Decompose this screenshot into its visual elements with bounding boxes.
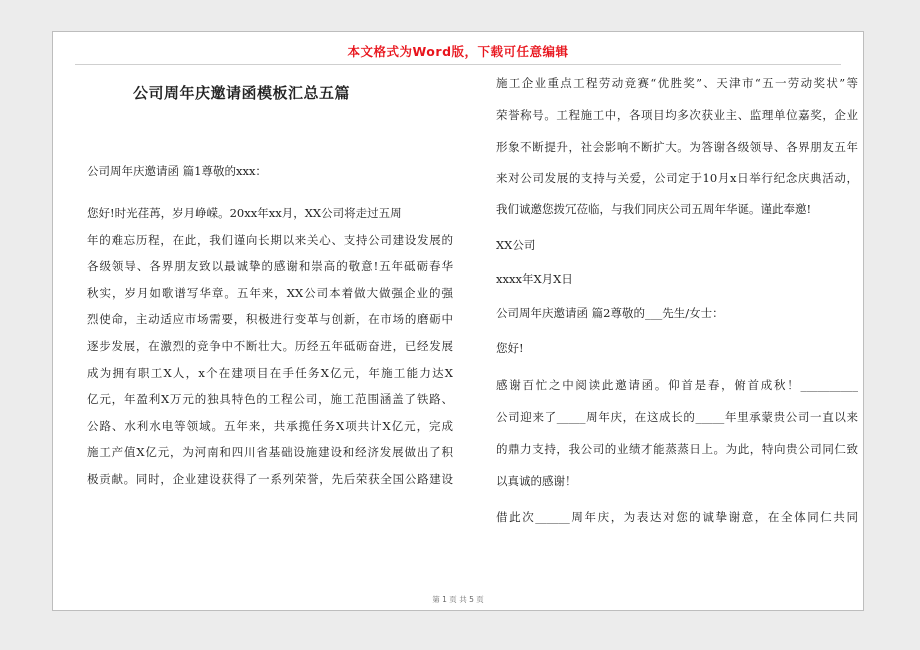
text-line: 成为拥有职工X人，x个在建项目在手任务X亿元，年施工能力达X bbox=[87, 365, 453, 380]
text-line: 借此次______周年庆，为表达对您的诚挚谢意，在全体同仁共同 bbox=[496, 510, 858, 524]
document-page bbox=[52, 31, 864, 611]
text-line: 您好!时光荏苒，岁月峥嵘。20xx年xx月，XX公司将走过五周 bbox=[87, 206, 402, 220]
text-line: xxxx年X月X日 bbox=[496, 272, 573, 286]
text-line: 公司周年庆邀请函 篇2尊敬的___先生/女士： bbox=[496, 306, 724, 320]
header-divider bbox=[75, 64, 841, 65]
text-line: 秋实，岁月如歌谱写华章。五年来，XX公司本着做大做强企业的强 bbox=[87, 285, 453, 300]
text-line: 荣誉称号。工程施工中，各项目均多次获业主、监理单位嘉奖，企业 bbox=[496, 108, 858, 122]
text-line: 烈使命，主动适应市场需要，积极进行变革与创新，在市场的磨砺中 bbox=[87, 312, 453, 327]
text-line: 极贡献。同时，企业建设获得了一系列荣誉，先后荣获全国公路建设 bbox=[87, 472, 453, 486]
text-line: 施工企业重点工程劳动竞赛“优胜奖”、天津市“五一劳动奖状”等 bbox=[496, 76, 858, 90]
text-line: 各级领导、各界朋友致以最诚挚的感谢和崇高的敬意!五年砥砺春华 bbox=[87, 259, 453, 274]
text-line: 来对公司发展的支持与关爱，公司定于10月x日举行纪念庆典活动， bbox=[496, 171, 858, 185]
page-footer: 第 1 页 共 5 页 bbox=[432, 595, 484, 604]
document-title: 公司周年庆邀请函模板汇总五篇 bbox=[133, 84, 351, 102]
text-line: 公路、水利水电等领域。五年来，共承揽任务X项共计X亿元，完成 bbox=[87, 418, 453, 433]
text-line: 公司周年庆邀请函 篇1尊敬的xxx： bbox=[87, 164, 267, 178]
text-line: XX公司 bbox=[496, 238, 536, 252]
text-line: 我们诚邀您拨冗莅临，与我们同庆公司五周年华诞。谨此奉邀! bbox=[496, 202, 812, 216]
text-line: 以真诚的感谢！ bbox=[496, 474, 577, 488]
editable-format-banner: 本文格式为Word版，下载可任意编辑 bbox=[347, 44, 569, 59]
text-line: 年的难忘历程，在此，我们谨向长期以来关心、支持公司建设发展的 bbox=[87, 232, 453, 247]
text-line: 的鼎力支持，我公司的业绩才能蒸蒸日上。为此，特向贵公司同仁致 bbox=[496, 442, 858, 456]
text-line: 公司迎来了_____周年庆，在这成长的_____年里承蒙贵公司一直以来 bbox=[496, 410, 858, 424]
text-line: 感谢百忙之中阅读此邀请函。仰首是春，俯首成秋！__________ bbox=[496, 378, 858, 392]
text-line: 形象不断提升，社会影响不断扩大。为答谢各级领导、各界朋友五年 bbox=[496, 140, 858, 154]
text-line: 施工产值X亿元，为河南和四川省基础设施建设和经济发展做出了积 bbox=[87, 445, 453, 460]
text-line: 亿元，年盈利X万元的独具特色的工程公司，施工范围涵盖了铁路、 bbox=[87, 392, 453, 407]
text-line: 逐步发展，在激烈的竞争中不断壮大。历经五年砥砺奋进，已经发展 bbox=[87, 339, 453, 353]
text-line: 您好! bbox=[496, 341, 524, 355]
